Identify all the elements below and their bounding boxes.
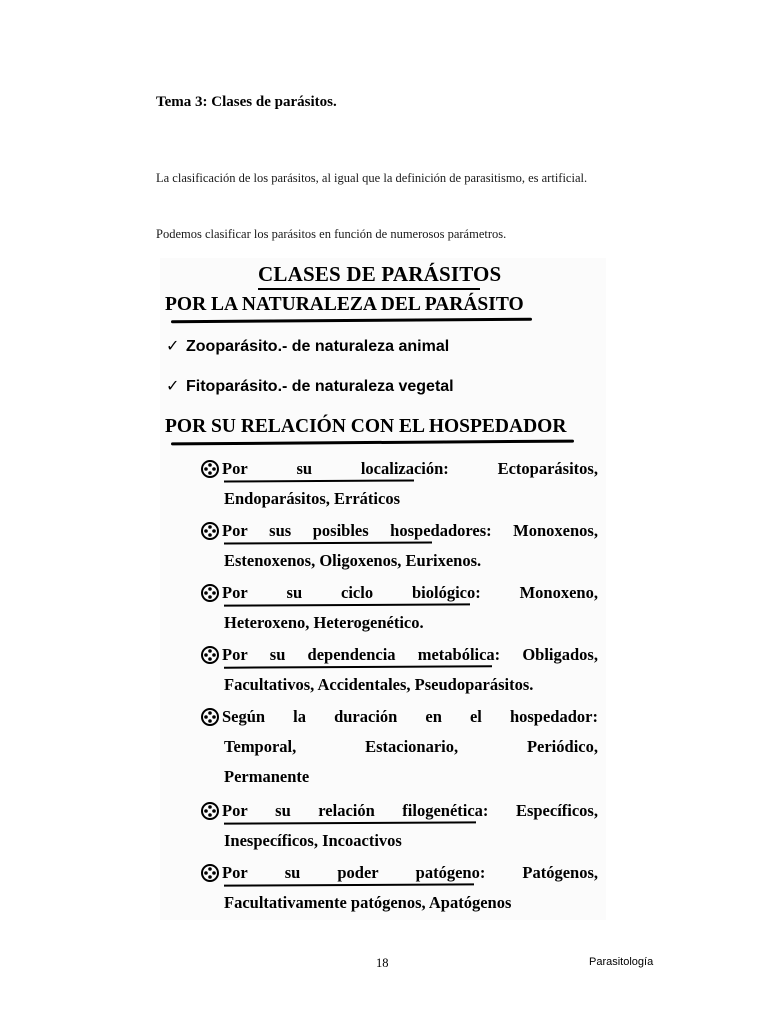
category-word: Por xyxy=(222,801,248,820)
quatrefoil-bullet-icon xyxy=(200,707,222,727)
category-word: localización: xyxy=(360,459,449,478)
category-line xyxy=(200,796,598,826)
classification-category xyxy=(200,640,598,700)
category-word: Según xyxy=(222,707,266,726)
quatrefoil-bullet-icon xyxy=(200,863,222,883)
footer-label: Parasitología xyxy=(589,956,654,968)
classification-category xyxy=(200,702,598,792)
category-lead-word xyxy=(200,702,265,732)
category-lead-word xyxy=(200,858,248,888)
scanned-figure xyxy=(160,258,606,920)
classification-category xyxy=(200,578,598,638)
checkmark-icon: ✓ xyxy=(166,378,180,395)
category-word: su xyxy=(286,583,303,602)
category-word: Periódico, xyxy=(526,737,598,756)
category-word: el xyxy=(469,707,482,726)
category-word: patógeno: xyxy=(415,863,486,882)
category-lead-word xyxy=(200,578,248,608)
classification-category xyxy=(200,454,598,514)
category-word: hospedadores: xyxy=(390,521,492,540)
quatrefoil-bullet-icon xyxy=(200,459,222,479)
quatrefoil-bullet-icon xyxy=(200,645,222,665)
quatrefoil-bullet-icon xyxy=(200,801,222,821)
category-word: Por xyxy=(222,863,248,882)
category-word: Por xyxy=(222,645,248,664)
category-word: su xyxy=(296,459,313,478)
category-word: relación xyxy=(318,801,375,820)
category-line xyxy=(200,702,598,732)
classification-category xyxy=(200,516,598,576)
category-word: su xyxy=(269,645,286,664)
category-word: posibles xyxy=(312,521,369,540)
category-line xyxy=(200,640,598,670)
section-heading-nature: POR LA NATURALEZA DEL PARÁSITO xyxy=(165,294,524,316)
category-word: Específicos, xyxy=(515,801,598,820)
category-examples: Facultativos, Accidentales, Pseudoparásitos. xyxy=(224,675,534,694)
category-word: Ectoparásitos, xyxy=(497,459,598,478)
category-word: dependencia xyxy=(307,645,396,664)
category-word: Temporal, xyxy=(224,737,297,756)
category-word: Por xyxy=(222,583,248,602)
topic-title: Tema 3: Clases de parásitos. xyxy=(156,94,337,110)
checkmark-icon: ✓ xyxy=(166,338,180,355)
category-word: poder xyxy=(337,863,379,882)
category-word: la xyxy=(293,707,307,726)
category-word: en xyxy=(425,707,442,726)
category-examples: Endoparásitos, Erráticos xyxy=(224,489,401,508)
category-word: su xyxy=(275,801,291,820)
classification-category xyxy=(200,858,598,918)
category-word: Monoxeno, xyxy=(519,583,598,602)
section-heading-host-relation: POR SU RELACIÓN CON EL HOSPEDADOR xyxy=(165,416,566,438)
category-lead-word xyxy=(200,796,248,826)
list-item-phytoparasite: ✓ Fitoparásito.- de naturaleza vegetal xyxy=(166,378,454,395)
intro-paragraph-1: La clasificación de los parásitos, al igual que la definición de parasitismo, es artificial. xyxy=(156,171,588,185)
category-lead-word xyxy=(200,516,248,546)
category-word: Patógenos, xyxy=(522,863,598,882)
category-word: hospedador: xyxy=(509,707,598,726)
category-word: Monoxenos, xyxy=(513,521,598,540)
category-word: su xyxy=(284,863,301,882)
quatrefoil-bullet-icon xyxy=(200,583,222,603)
category-word: Por xyxy=(222,521,248,540)
category-examples: Estenoxenos, Oligoxenos, Eurixenos. xyxy=(224,551,482,570)
category-word: metabólica: xyxy=(417,645,501,664)
quatrefoil-bullet-icon xyxy=(200,521,222,541)
section-underline xyxy=(171,440,574,446)
category-word: sus xyxy=(269,521,292,540)
list-item-zooparasite: ✓ Zooparásito.- de naturaleza animal xyxy=(166,338,450,355)
classification-category xyxy=(200,796,598,856)
category-examples: Facultativamente patógenos, Apatógenos xyxy=(224,893,512,912)
category-line xyxy=(200,578,598,608)
page-number: 18 xyxy=(376,956,389,970)
title-underline xyxy=(258,288,480,290)
category-examples: Permanente xyxy=(224,767,310,786)
category-word: ciclo xyxy=(341,583,374,602)
category-lead-word xyxy=(200,454,248,484)
section-underline xyxy=(171,318,532,324)
category-word: Obligados, xyxy=(522,645,598,664)
category-line xyxy=(200,732,598,762)
category-line xyxy=(200,516,598,546)
category-word: duración xyxy=(334,707,398,726)
category-word: filogenética: xyxy=(402,801,489,820)
category-examples: Heteroxeno, Heterogenético. xyxy=(224,613,424,632)
figure-title: CLASES DE PARÁSITOS xyxy=(258,262,502,286)
category-line xyxy=(200,858,598,888)
intro-paragraph-2: Podemos clasificar los parásitos en función de numerosos parámetros. xyxy=(156,227,507,241)
category-line xyxy=(200,454,598,484)
category-word: Estacionario, xyxy=(365,737,459,756)
category-examples: Inespecíficos, Incoactivos xyxy=(224,831,402,850)
category-word: biológico: xyxy=(411,583,481,602)
category-word: Por xyxy=(222,459,248,478)
category-lead-word xyxy=(200,640,248,670)
